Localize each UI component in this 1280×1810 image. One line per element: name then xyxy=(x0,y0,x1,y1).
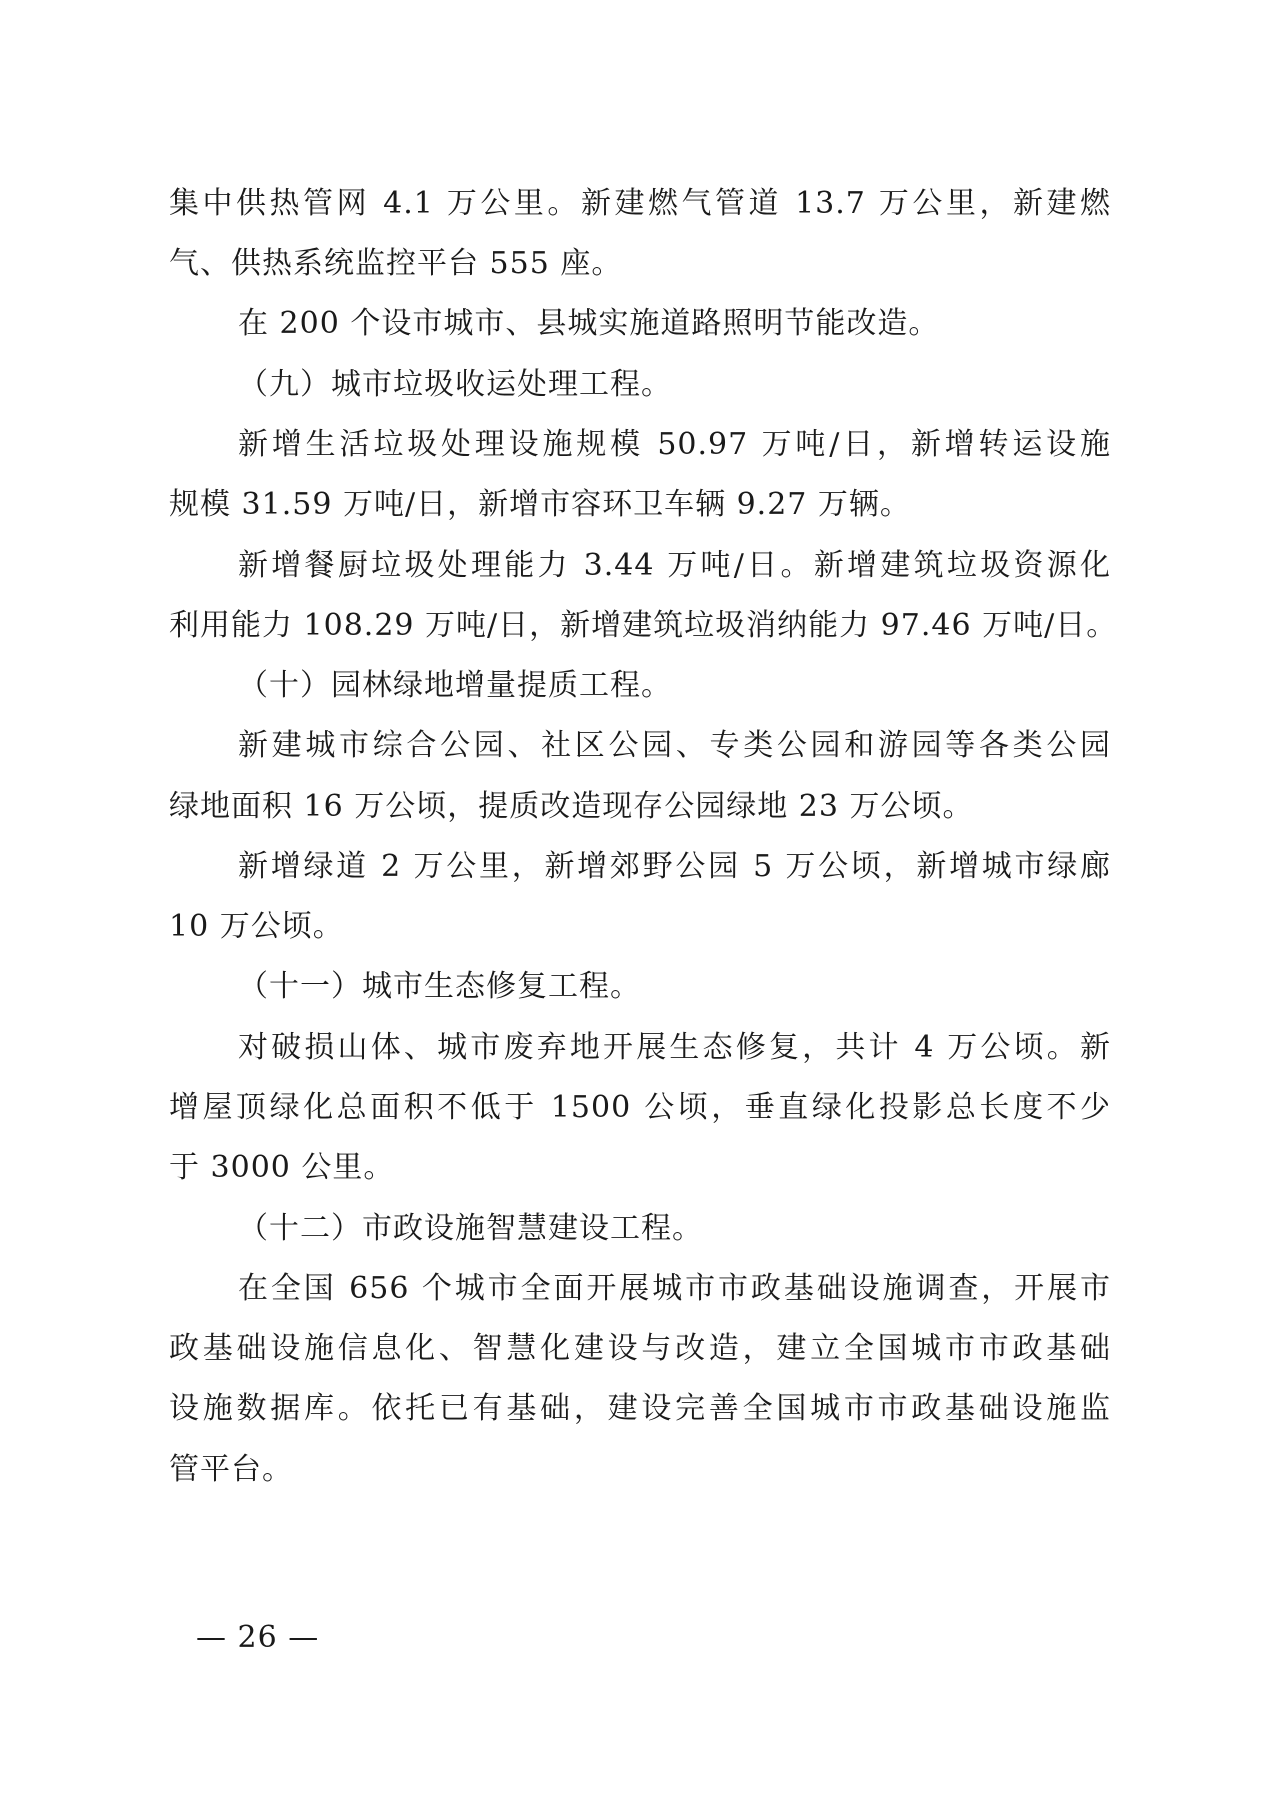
body-line: 政基础设施信息化、智慧化建设与改造，建立全国城市市政基础 xyxy=(169,1331,1111,1366)
section-heading-11: （十一）城市生态修复工程。 xyxy=(238,969,641,1004)
body-line: 设施数据库。依托已有基础，建设完善全国城市市政基础设施监 xyxy=(169,1391,1111,1426)
body-line: 10 万公顷。 xyxy=(169,909,344,944)
body-line: 利用能力 108.29 万吨/日，新增建筑垃圾消纳能力 97.46 万吨/日。 xyxy=(169,608,1118,643)
section-heading-12: （十二）市政设施智慧建设工程。 xyxy=(238,1211,703,1246)
body-line: 对破损山体、城市废弃地开展生态修复，共计 4 万公顷。新 xyxy=(238,1030,1111,1065)
body-line: 新建城市综合公园、社区公园、专类公园和游园等各类公园 xyxy=(238,728,1111,763)
body-line: 集中供热管网 4.1 万公里。新建燃气管道 13.7 万公里，新建燃 xyxy=(169,186,1111,221)
page-number: — 26 — xyxy=(196,1620,320,1655)
body-line: 在全国 656 个城市全面开展城市市政基础设施调查，开展市 xyxy=(238,1271,1111,1306)
body-line: 于 3000 公里。 xyxy=(169,1150,395,1185)
body-line: 气、供热系统监控平台 555 座。 xyxy=(169,246,623,281)
body-line: 新增餐厨垃圾处理能力 3.44 万吨/日。新增建筑垃圾资源化 xyxy=(238,548,1111,583)
body-line: 增屋顶绿化总面积不低于 1500 公顷，垂直绿化投影总长度不少 xyxy=(169,1090,1111,1125)
body-line: 绿地面积 16 万公顷，提质改造现存公园绿地 23 万公顷。 xyxy=(169,789,974,824)
body-line: 管平台。 xyxy=(169,1452,293,1487)
section-heading-10: （十）园林绿地增量提质工程。 xyxy=(238,668,672,703)
section-heading-9: （九）城市垃圾收运处理工程。 xyxy=(238,367,672,402)
body-line: 在 200 个设市城市、县城实施道路照明节能改造。 xyxy=(238,306,940,341)
body-line: 新增生活垃圾处理设施规模 50.97 万吨/日，新增转运设施 xyxy=(238,427,1111,462)
body-line: 规模 31.59 万吨/日，新增市容环卫车辆 9.27 万辆。 xyxy=(169,487,911,522)
body-line: 新增绿道 2 万公里，新增郊野公园 5 万公顷，新增城市绿廊 xyxy=(238,849,1111,884)
